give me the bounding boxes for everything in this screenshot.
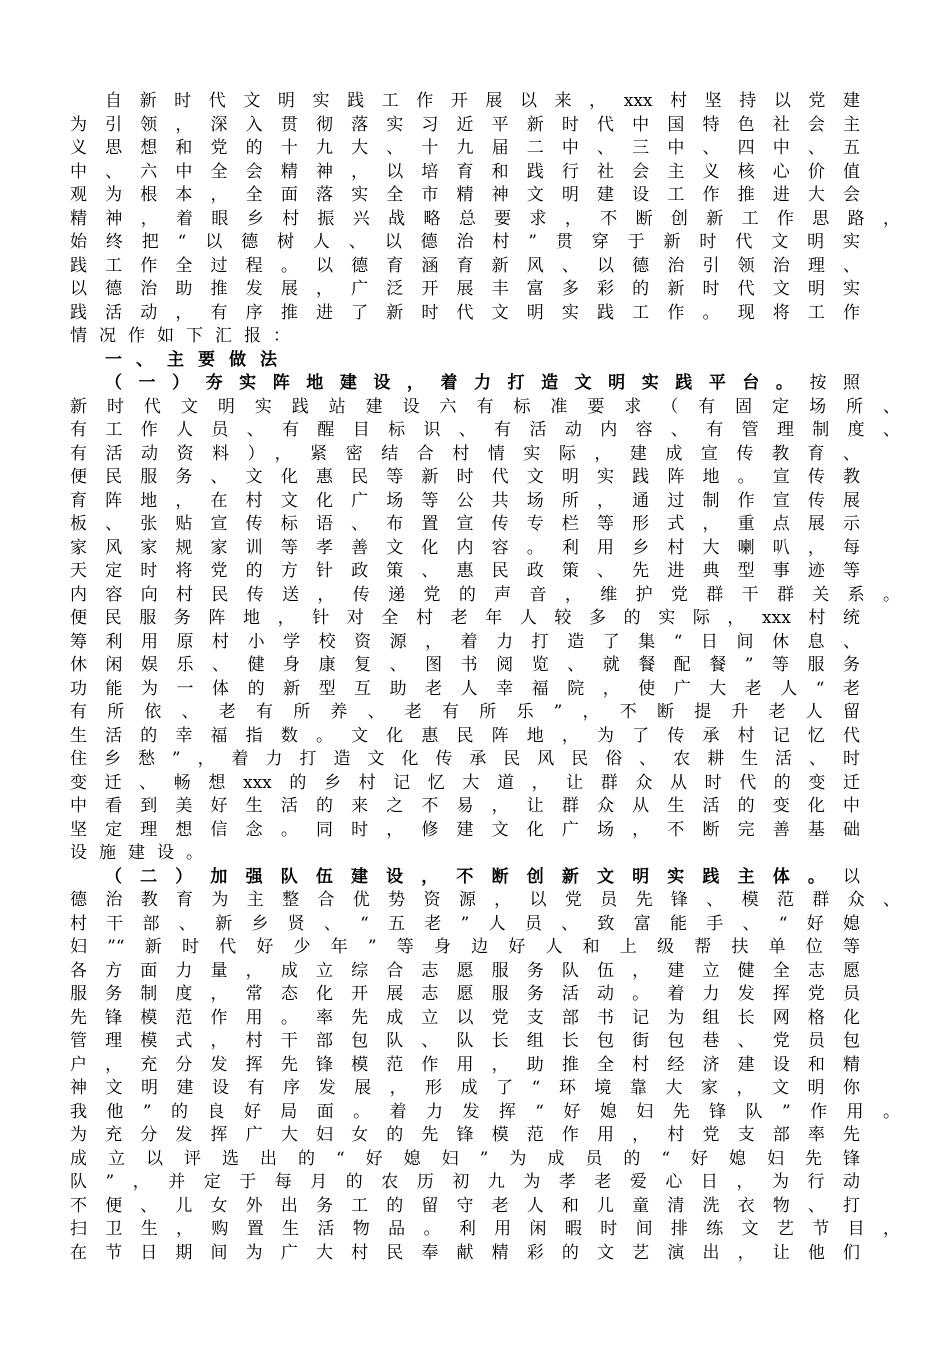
text-line: 为充分发挥广大妇女的先锋模范作用，村党支部率先 [70,1125,860,1145]
text-line: 筹利用原村小学校资源，着力打造了集“日间休息、 [70,631,860,652]
subsection-heading-1: （一）夯实阵地建设，着力打造文明实践平台。按照 [105,373,861,393]
text-line: 板、张贴宣传标语、布置宣传专栏等形式，重点展示 [70,514,860,534]
text-line: 功能为一体的新型互助老人幸福院，使广大老人“老 [70,678,860,699]
text-line: 休闲娱乐、健身康复、图书阅览、就餐配餐”等服务 [70,655,860,675]
text-line: 践活动，有序推进了新时代文明实践工作。现将工作 [70,302,860,323]
subsection-heading-2: （二）加强队伍建设，不断创新文明实践主体。以 [105,866,860,887]
text-line: 天定时将党的方针政策、惠民政策、先进典型事迹等 [70,561,860,581]
text-line: 队”，并定于每月的农历初九为孝老爱心日，为行动 [70,1172,860,1192]
text-line: 新时代文明实践站建设六有标准要求（有固定场所、 [70,396,900,417]
text-line: 户，充分发挥先锋模范作用，助推全村经济建设和精 [70,1054,860,1075]
text-line: 为引领，深入贯彻落实习近平新时代中国特色社会主 [70,114,860,135]
text-line: 内容向村民传送，传递党的声音，维护党群干群关系。 [70,584,900,605]
text-line: 有活动资料），紧密结合村情实际，建成宣传教育、 [70,443,860,464]
text-line: 育阵地，在村文化广场等公共场所，通过制作宣传展 [70,490,860,511]
text-line: 扫卫生，购置生活物品。利用闲暇时间排练文艺节目， [70,1219,900,1239]
section-heading: 一、主要做法 [105,349,291,370]
text-line: 妇”“新时代好少年”等身边好人和上级帮扶单位等 [70,937,860,957]
text-line: 服务制度，常态化开展志愿服务活动。着力发挥党员 [70,984,860,1004]
text-line: 义思想和党的十九大、十九届二中、三中、四中、五 [70,138,860,158]
text-line: 情况作如下汇报： [70,326,302,346]
text-line: 设施建设。 [70,843,215,863]
text-line: 神文明建设有序发展，形成了“环境靠大家，文明你 [70,1078,860,1098]
text-line: 始终把“以德树人、以德治村”贯穿于新时代文明实 [70,232,860,252]
text-line: 管理模式，村干部包队、队长组长包街包巷、党员包 [70,1031,860,1051]
text-line: 生活的幸福指数。文化惠民阵地，为了传承村记忆代 [70,725,860,746]
text-line: 观为根本，全面落实全市精神文明建设工作推进大会 [70,185,860,205]
text-line: 以德治助推发展，广泛开展丰富多彩的新时代文明实 [70,279,860,299]
text-line: 先锋模范作用。率先成立以党支部书记为组长网格化 [70,1007,860,1028]
text-line: 我他”的良好局面。着力发挥“好媳妇先锋队”作用。 [70,1101,900,1122]
text-line: 便民服务阵地，针对全村老年人较多的实际，xxx村统 [70,608,860,628]
text-line: 家风家规家训等孝善文化内容。利用乡村大喇叭，每 [70,537,860,558]
text-line: 践工作全过程。以德育涵育新风、以德治引领治理、 [70,255,860,276]
text-line: 精神，着眼乡村振兴战略总要求，不断创新工作思路， [70,208,900,229]
text-line: 坚定理想信念。同时，修建文化广场，不断完善基础 [70,819,860,840]
text-line: 不便、儿女外出务工的留守老人和儿童清洗衣物、打 [70,1195,860,1216]
text-line: 德治教育为主整合优势资源，以党员先锋、模范群众、 [70,890,900,910]
text-line: 各方面力量，成立综合志愿服务队伍，建立健全志愿 [70,960,860,981]
text-line: 有工作人员、有醒目标识、有活动内容、有管理制度、 [70,420,900,440]
text-line: 变迁、畅想xxx的乡村记忆大道，让群众从时代的变迁 [70,772,860,793]
text-line: 中、六中全会精神，以培育和践行社会主义核心价值 [70,161,860,182]
text-line: 有所依、老有所养、老有所乐”，不断提升老人留 [70,702,860,722]
text-line: 在节日期间为广大村民奉献精彩的文艺演出，让他们 [70,1242,860,1263]
text-line: 住乡愁”，着力打造文化传承民风民俗、农耕生活、时 [70,749,860,769]
text-line: 中看到美好生活的来之不易，让群众从生活的变化中 [70,796,860,816]
text-line: 便民服务、文化惠民等新时代文明实践阵地。宣传教 [70,467,860,487]
document-body [70,90,900,1265]
text-line: 成立以评选出的“好媳妇”为成员的“好媳妇先锋 [70,1148,860,1169]
text-line: 自新时代文明实践工作开展以来，xxx村坚持以党建 [105,91,860,111]
text-line: 村干部、新乡贤、“五老”人员、致富能手、“好媳 [70,913,860,934]
